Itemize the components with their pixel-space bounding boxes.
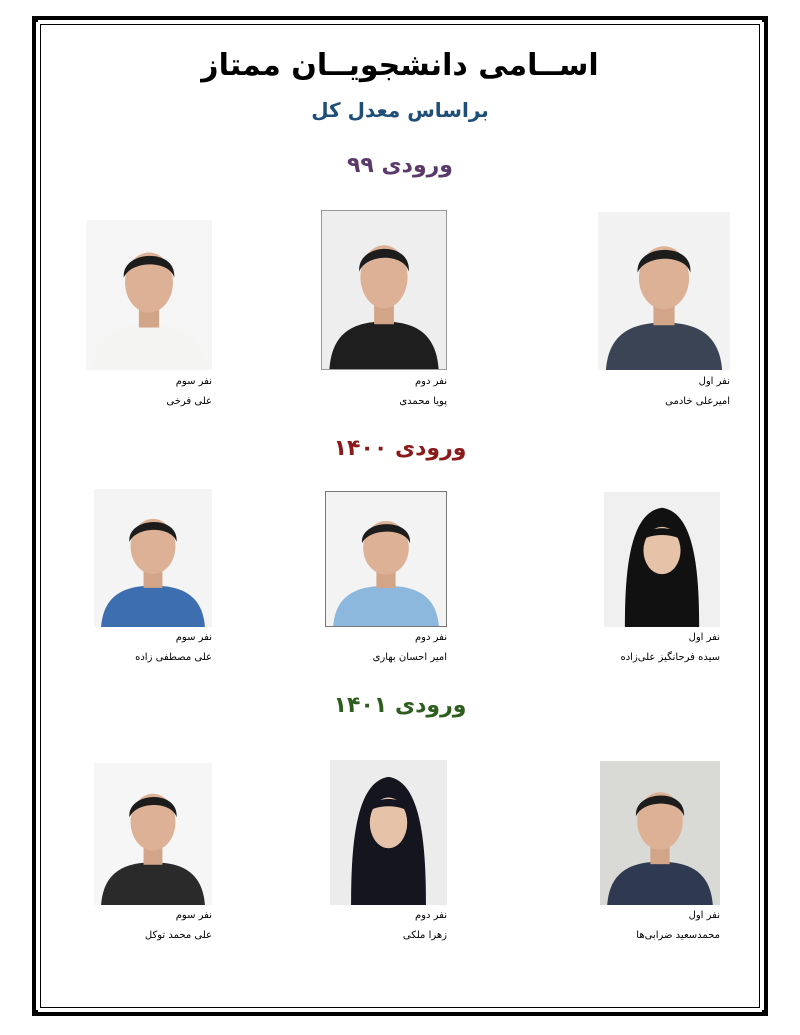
student-photo [325,491,447,627]
student-name: علی فرخی [166,396,212,407]
student-name: امیرعلی خادمی [665,396,730,407]
portrait-icon [86,220,212,370]
portrait-icon [94,763,212,905]
student-rank: نفر دوم [414,376,447,387]
student-photo [321,210,447,370]
student-rank: نفر سوم [175,910,212,921]
student-photo [94,489,212,627]
student-photo [604,492,720,627]
student-rank: نفر سوم [175,376,212,387]
section-title-1401: ورودی ۱۴۰۱ [333,693,467,718]
student-name: زهرا ملکی [402,930,447,941]
portrait-icon [600,761,720,905]
student-name: سیده فرحانگیز علی‌زاده [620,652,720,663]
portrait-icon [326,492,446,626]
corner-ornament [762,1010,768,1016]
student-name: امیر احسان بهاری [372,652,447,663]
corner-ornament [32,16,38,22]
student-rank: نفر اول [698,376,730,387]
student-photo [86,220,212,370]
section-title-1400: ورودی ۱۴۰۰ [333,436,467,461]
page-subtitle: براساس معدل کل [311,98,489,122]
corner-ornament [762,16,768,22]
section-title-99: ورودی ۹۹ [347,153,453,178]
portrait-icon [94,489,212,627]
student-name: علی محمد توکل [144,930,212,941]
student-rank: نفر دوم [414,632,447,643]
portrait-icon [598,212,730,370]
student-name: پویا محمدی [399,396,447,407]
corner-ornament [32,1010,38,1016]
student-photo [94,763,212,905]
portrait-icon [330,760,447,905]
student-photo [600,761,720,905]
student-rank: نفر اول [688,910,720,921]
student-rank: نفر اول [688,632,720,643]
student-rank: نفر دوم [414,910,447,921]
page-title: اســامی دانشجویــان ممتاز [201,48,599,83]
student-name: علی مصطفی زاده [135,652,212,663]
student-name: محمدسعید ضرابی‌ها [636,930,720,941]
student-photo [330,760,447,905]
student-rank: نفر سوم [175,632,212,643]
portrait-icon [322,211,446,369]
portrait-icon [604,492,720,627]
student-photo [598,212,730,370]
